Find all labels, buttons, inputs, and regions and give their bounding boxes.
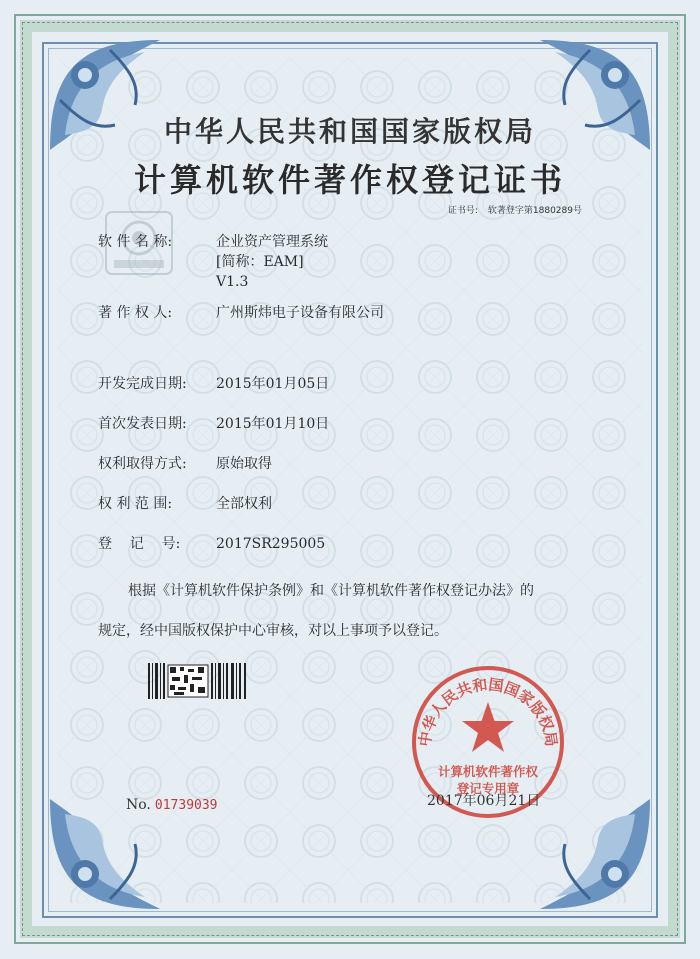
software-name-row xyxy=(98,232,328,252)
registration-number-label: 登 记 号: xyxy=(98,536,181,552)
owner-label: 著 作 权 人: xyxy=(98,305,173,321)
seal-line-1: 计算机软件著作权 xyxy=(437,764,539,779)
owner-row xyxy=(98,303,384,323)
certificate-number-label: 证书号: xyxy=(447,206,478,216)
completion-date-value: 2015年01月05日 xyxy=(216,376,330,392)
registration-number-value: 2017SR295005 xyxy=(216,536,326,552)
certificate-number xyxy=(448,203,582,216)
registration-number-row xyxy=(98,534,325,554)
publish-date-row xyxy=(98,414,329,434)
seal-line-2: 登记专用章 xyxy=(456,781,520,796)
legal-basis-line-1: 根据《计算机软件保护条例》和《计算机软件著作权登记办法》的 xyxy=(128,583,534,599)
software-name-value: 企业资产管理系统 xyxy=(216,234,328,250)
scope-row xyxy=(98,494,272,514)
legal-basis-line-2: 规定，经中国版权保护中心审核，对以上事项予以登记。 xyxy=(98,623,448,639)
issue-date: 2017年06月21日 xyxy=(427,793,541,809)
serial-number-label: No. xyxy=(126,797,151,813)
barcode-icon xyxy=(148,663,248,699)
serial-number-value: 01739039 xyxy=(154,798,218,813)
software-name-label: 软 件 名 称: xyxy=(98,234,173,250)
serial-number xyxy=(126,797,218,813)
software-version: V1.3 xyxy=(216,274,249,290)
acquire-method-row xyxy=(98,454,272,474)
publish-date-value: 2015年01月10日 xyxy=(216,416,330,432)
scope-value: 全部权利 xyxy=(216,496,272,512)
completion-date-label: 开发完成日期: xyxy=(98,376,187,392)
acquire-method-value: 原始取得 xyxy=(216,456,272,472)
publish-date-label: 首次发表日期: xyxy=(98,416,187,432)
seal-arc-text: 中华人民共和国国家版权局 xyxy=(415,675,561,748)
authority-title: 中华人民共和国国家版权局 xyxy=(163,115,536,148)
software-abbreviation: [简称：EAM] xyxy=(216,254,304,270)
certificate-number-value: 软著登字第1880289号 xyxy=(487,206,582,216)
certificate-title: 计算机软件著作权登记证书 xyxy=(133,161,566,199)
completion-date-row xyxy=(98,374,329,394)
scope-label: 权 利 范 围: xyxy=(98,496,173,512)
acquire-method-label: 权利取得方式: xyxy=(98,456,187,472)
owner-value: 广州斯炜电子设备有限公司 xyxy=(216,305,384,321)
